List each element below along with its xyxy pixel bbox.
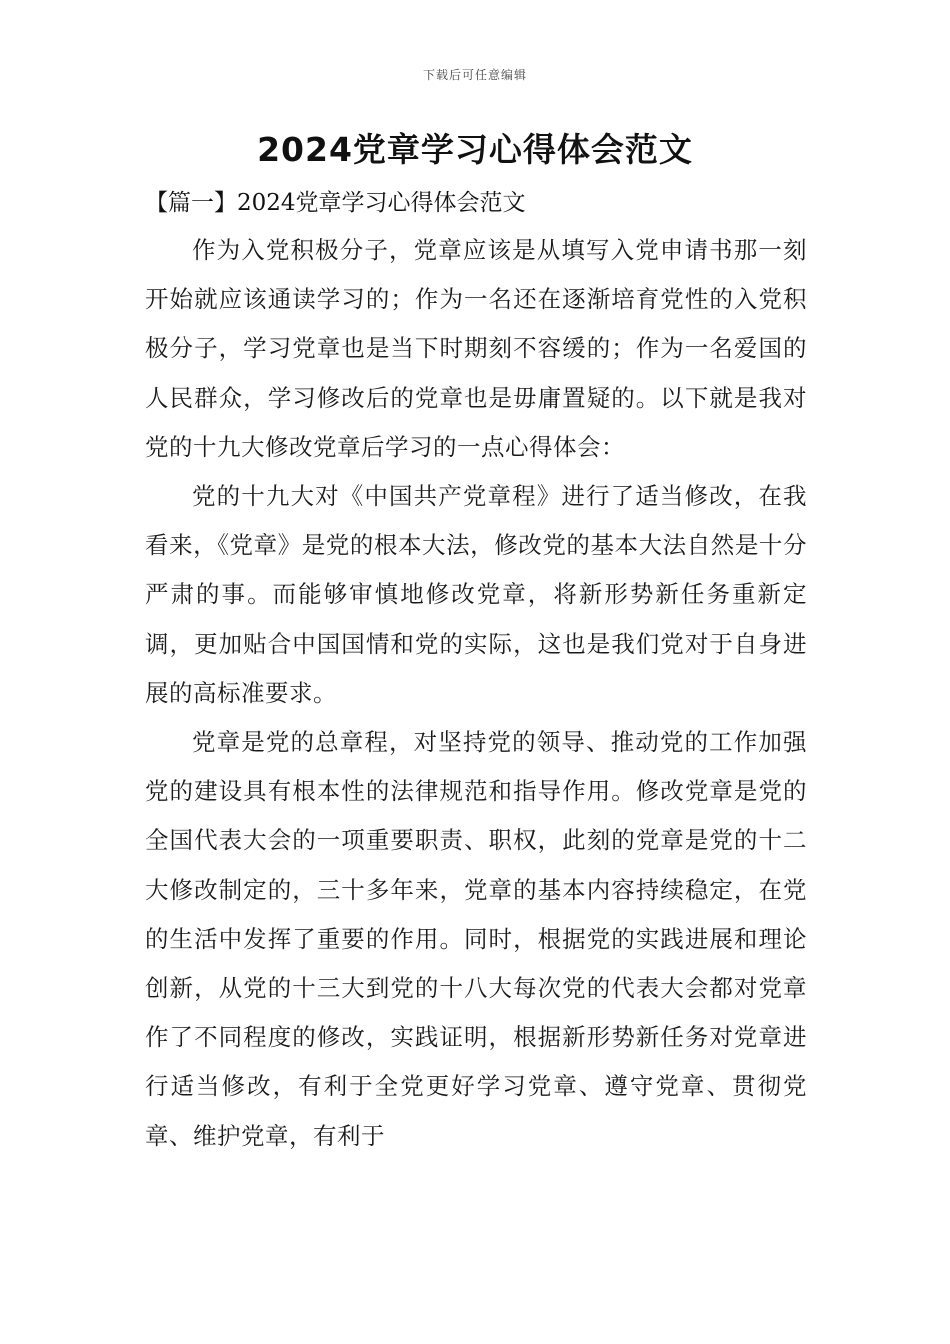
header-note: 下载后可任意编辑 (422, 68, 527, 82)
body-text (145, 226, 807, 1161)
section-heading: 【篇一】2024党章学习心得体会范文 (145, 190, 526, 216)
paragraph-1: 作为入党积极分子，党章应该是从填写入党申请书那一刻开始就应该通读学习的；作为一名还在逐渐培育党性的入党积极分子，学习党章也是当下时期刻不容缓的；作为一名爱国的人民群众，学习修改后的党章也是毋庸置疑的。以下就是我对党的十九大修改党章后学习的一点心得体会： (145, 236, 807, 461)
document-title: 2024党章学习心得体会范文 (257, 130, 693, 169)
paragraph-3: 党章是党的总章程，对坚持党的领导、推动党的工作加强党的建设具有根本性的法律规范和指导作用。修改党章是党的全国代表大会的一项重要职责、职权，此刻的党章是党的十二大修改制定的，三十多年来，党章的基本内容持续稳定，在党的生活中发挥了重要的作用。同时，根据党的实践进展和理论创新，从党的十三大到党的十八大每次党的代表大会都对党章作了不同程度的修改，实践证明，根据新形势新任务对党章进行适当修改，有利于全党更好学习党章、遵守党章、贯彻党章、维护党章，有利于 (145, 728, 807, 1150)
paragraph-2: 党的十九大对《中国共产党章程》进行了适当修改，在我看来，《党章》是党的根本大法，修改党的基本大法自然是十分严肃的事。而能够审慎地修改党章，将新形势新任务重新定调，更加贴合中国国情和党的实际，这也是我们党对于自身进展的高标准要求。 (145, 482, 807, 707)
